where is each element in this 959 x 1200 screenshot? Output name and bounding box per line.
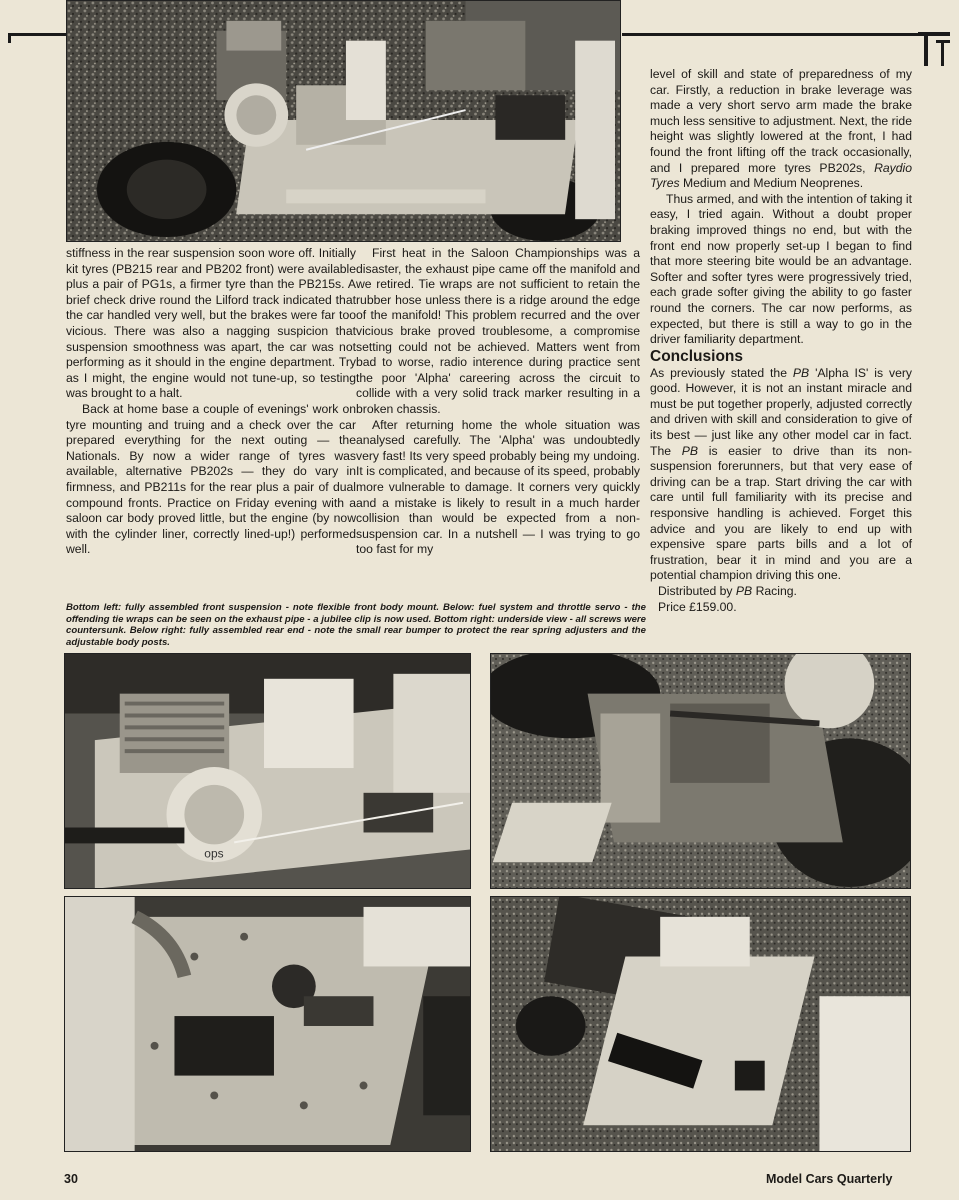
engine-brand-label: ops <box>204 846 224 861</box>
text-column-left <box>66 246 356 558</box>
left-paragraph-2: Back at home base a couple of evenings' work on tyre mounting and truing and a check over the car prepared everything for the next outing — the Nationals. By now a wider range of tyres was available, alternative PB202s — they do vary in firmness, and PB211s for the rear plus a pair of dual compound fronts. Practice on Friday evening with a saloon car body proved little, but the engine (by now with the cylinder liner, correctly lined-up!) performed well. <box>66 401 356 557</box>
text-column-middle <box>356 246 640 558</box>
photo-fuel-system <box>64 653 471 889</box>
magazine-title: Model Cars Quarterly <box>766 1172 893 1186</box>
top-left-vertical-rule <box>8 33 11 43</box>
top-photo-chassis <box>66 0 621 242</box>
price: Price £159.00. <box>658 599 737 614</box>
conclusions-heading: Conclusions <box>650 347 744 365</box>
text-column-right <box>650 67 912 615</box>
photo-front-suspension <box>64 896 471 1152</box>
distributor-credit: Distributed by PB Racing. <box>658 584 797 598</box>
photo-rear-end <box>490 653 911 889</box>
section-corner-mark <box>918 30 950 77</box>
right-paragraph-1: level of skill and state of preparedness of my car. Firstly, a reduction in brake leverage was made a very short servo arm made the brake much less sensitive to adjustment. Next, the ride height was slightly lowered at the front, I had found the front lifting off the track occasionally, and I prepared more tyres PB202s, Raydio Tyres Medium and Medium Neoprenes. <box>650 67 913 191</box>
top-left-rule <box>8 33 66 36</box>
photo-underside <box>490 896 911 1152</box>
middle-paragraph-2: After returning home the whole situation was analysed carefully. The 'Alpha' was undoubtedly very fast! Its very speed probably being my undoing. It is complicated, and because of its speed, probably more vulnerable to damage. It corners very quickly and a mistake is likely to result in a much harder collision than would be expected from a non-suspension car. In a nutshell — I was trying to go too fast for my <box>356 417 640 557</box>
right-paragraph-3: As previously stated the PB 'Alpha IS' is very good. However, it is not an instant miracle and must be put together properly, adjusted correctly and driven with skill and consideration to give of its best — just like any other model car in fact. The PB is easier to drive than its non-suspension forerunners, but that very ease of driving can be a trap. Start driving the car with care until full familiarity with its precise and responsive handling is achieved. Forget this advice and you are likely to end up with expensive spare parts bills and a lot of frustration, bear it in mind and you are a potential champion driving this one. <box>650 365 912 583</box>
middle-paragraph-1: First heat in the Saloon Championships was a disaster, the exhaust pipe came off the manifold and we retired. Tie wraps are not sufficient to retain the rubber hose unless there is a ridge around the edge of the manifold! This problem recurred and the over vicious brake proved troublesome, a compromise setting could not be achieved. Matters went from bad to worse, radio interence during practice sent the poor 'Alpha' careering across the circuit to collide with a very solid track marker resulting in a broken chassis. <box>356 246 640 416</box>
left-paragraph-1: stiffness in the rear suspension soon wore off. Initially kit tyres (PB215 rear and PB202 front) were available plus a pair of PG1s, a firmer tyre than the PB215s. A brief check drive round the Lilford track indicated that the car handled very well, but the brakes were far too vicious. There was also a nagging suspicion that suspension smoothness was apart, the car was not performing as it should in the engine department. Try as I might, the engine would not tune-up, so testing was brought to a halt. <box>66 246 356 401</box>
top-right-rule <box>622 33 922 36</box>
photo-caption: Bottom left: fully assembled front suspension - note flexible front body mount. Below: fuel system and throttle servo - the offending tie wraps can be seen on the exhaust pipe - a jubilee clip is now used. Bottom right: underside view - all screws were countersunk. Below right: fully assembled rear end - note the small rear bumper to protect the rear spring adjusters and the adjustable body posts. <box>66 602 646 648</box>
right-paragraph-2: Thus armed, and with the intention of taking it easy, I tried again. Without a doubt proper braking improved things no end, but with the front end now properly set-up I began to find that more steering bite would be an advantage. Softer and softer tyres were progressively tried, each grade softer giving the ability to go faster round the corners. The car now performs, as expected, but there is still a way to go in the driver familiarity department. <box>650 191 912 347</box>
page-number: 30 <box>64 1172 78 1186</box>
